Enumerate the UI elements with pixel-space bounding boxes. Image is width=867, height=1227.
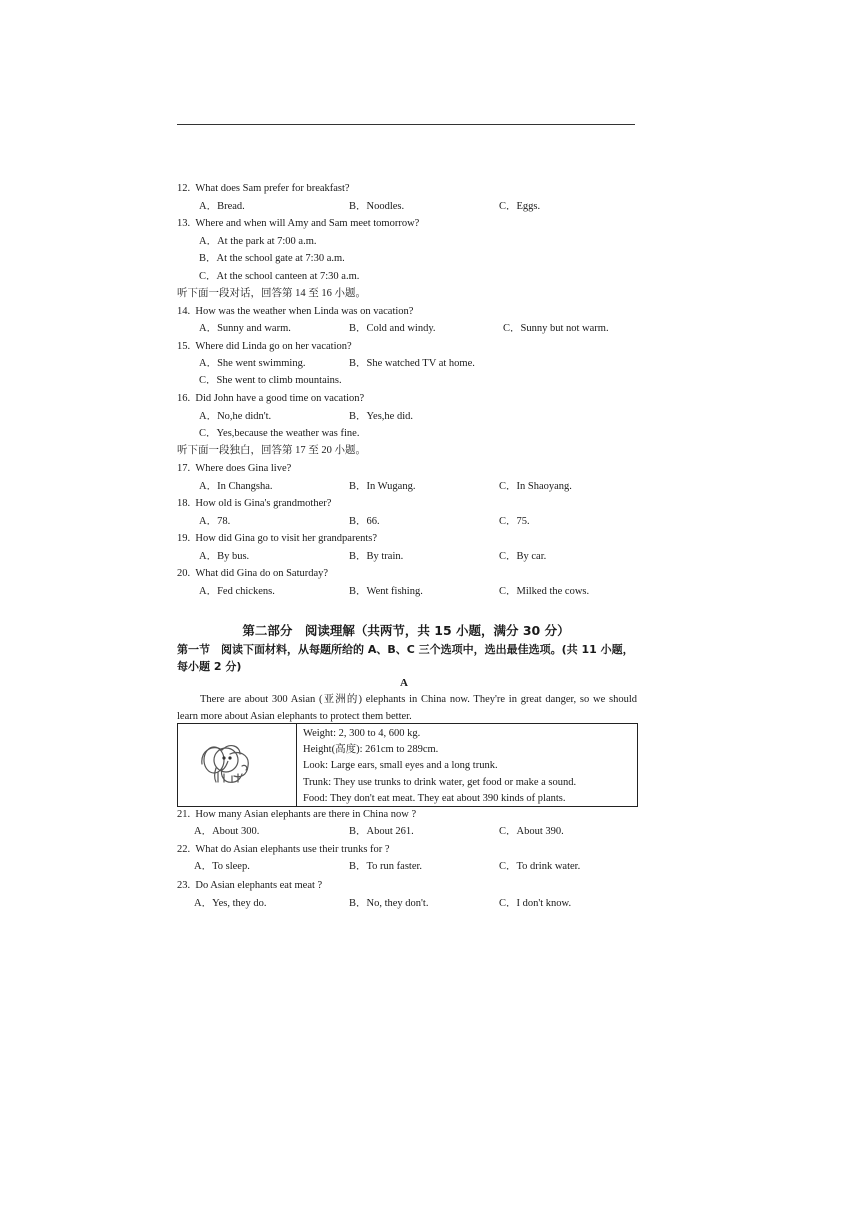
q15-option-a: A．She went swimming. [199,358,306,369]
elephant-icon [178,724,296,806]
q14-option-a: A．Sunny and warm. [199,323,291,334]
q14-option-b: B．Cold and windy. [349,323,436,334]
q21-option-c: C．About 390. [499,826,564,837]
q22-option-c: C．To drink water. [499,861,581,872]
question-14: 14. How was the weather when Linda was on vacation? [177,306,414,317]
q13-option-b: B．At the school gate at 7:30 a.m. [199,253,345,264]
question-19: 19. How did Gina go to visit her grandparents? [177,533,378,544]
q13-option-c: C．At the school canteen at 7:30 a.m. [199,271,360,282]
fact-look: Look: Large ears, small eyes and a long trunk. [303,760,498,772]
part-title: 第二部分 阅读理解（共两节，共 15 小题，满分 30 分） [242,623,570,638]
q18-option-a: A．78. [199,516,231,527]
q20-option-c: C．Milked the cows. [499,586,590,597]
question-13: 13. Where and when will Amy and Sam meet tomorrow? [177,218,420,229]
q23-option-b: B．No, they don't. [349,898,429,909]
q16-option-a: A．No,he didn't. [199,411,272,422]
q20-option-a: A．Fed chickens. [199,586,275,597]
passage-paragraph: There are about 300 Asian (亚洲的) elephants in China now. They're in great danger, so we should learn more about Asian elephants to protect them better. [177,694,637,722]
passage-letter: A [400,677,408,689]
q19-option-b: B．By train. [349,551,404,562]
question-12: 12. What does Sam prefer for breakfast? [177,183,350,194]
fact-trunk: Trunk: They use trunks to drink water, get food or make a sound. [303,776,577,788]
q21-option-b: B．About 261. [349,826,414,837]
elephant-facts-table [177,723,638,807]
question-15: 15. Where did Linda go on her vacation? [177,341,352,352]
q15-option-b: B．She watched TV at home. [349,358,475,369]
q17-option-b: B．In Wugang. [349,481,416,492]
q14-option-c: C．Sunny but not warm. [503,323,609,334]
q23-option-a: A．Yes, they do. [194,898,267,909]
q12-option-c: C．Eggs. [499,201,541,212]
q19-option-a: A．By bus. [199,551,250,562]
listening-direction-2: 听下面一段独白，回答第 17 至 20 小题。 [177,445,366,456]
question-23: 23. Do Asian elephants eat meat ? [177,880,323,891]
q16-option-b: B．Yes,he did. [349,411,413,422]
q19-option-c: C．By car. [499,551,547,562]
question-16: 16. Did John have a good time on vacation? [177,393,365,404]
q18-option-b: B．66. [349,516,380,527]
q16-option-c: C．Yes,because the weather was fine. [199,428,360,439]
question-17: 17. Where does Gina live? [177,463,292,474]
question-20: 20. What did Gina do on Saturday? [177,568,329,579]
q23-option-c: C．I don't know. [499,898,572,909]
q21-option-a: A．About 300. [194,826,260,837]
q22-option-a: A．To sleep. [194,861,250,872]
q12-option-a: A．Bread. [199,201,245,212]
q20-option-b: B．Went fishing. [349,586,423,597]
question-18: 18. How old is Gina's grandmother? [177,498,332,509]
elephant-illustration-cell [178,724,297,806]
q17-option-a: A．In Changsha. [199,481,273,492]
q22-option-b: B．To run faster. [349,861,423,872]
fact-height: Height(高度): 261cm to 289cm. [303,744,439,756]
q13-option-a: A．At the park at 7:00 a.m. [199,236,317,247]
header-rule [177,124,635,125]
elephant-facts-list [297,724,637,806]
question-21: 21. How many Asian elephants are there in China now ? [177,809,417,820]
listening-direction-1: 听下面一段对话，回答第 14 至 16 小题。 [177,288,366,299]
q12-option-b: B．Noodles. [349,201,405,212]
q18-option-c: C．75. [499,516,530,527]
fact-food: Food: They don't eat meat. They eat about 390 kinds of plants. [303,792,566,804]
fact-weight: Weight: 2, 300 to 4, 600 kg. [303,728,421,739]
q15-option-c: C．She went to climb mountains. [199,375,342,386]
section-title: 第一节 阅读下面材料，从每题所给的 A、B、C 三个选项中，选出最佳选项。(共 11 小题，每小题 2 分) [177,643,634,673]
question-22: 22. What do Asian elephants use their trunks for ? [177,844,390,855]
q17-option-c: C．In Shaoyang. [499,481,572,492]
